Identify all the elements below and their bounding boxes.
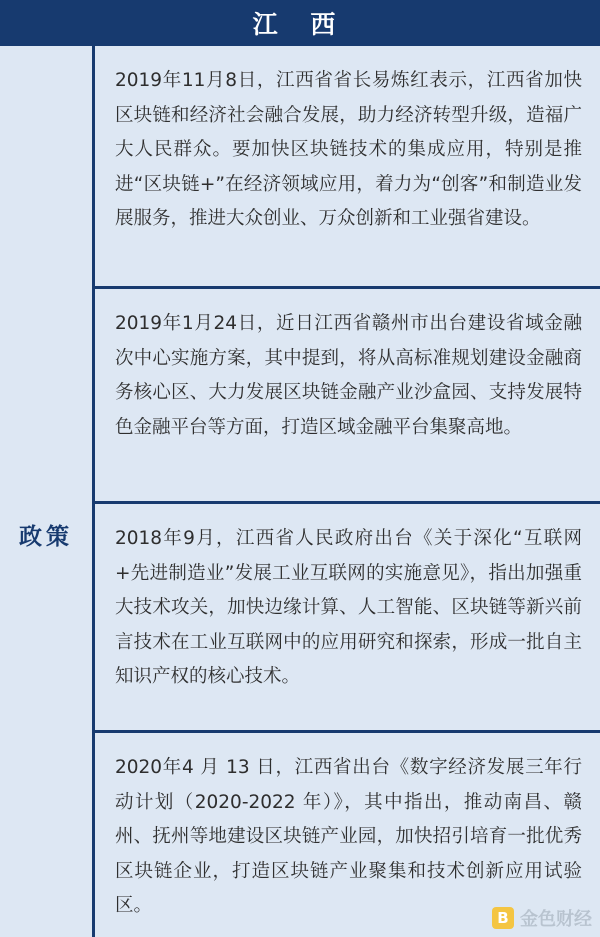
row-label: 政策 bbox=[19, 524, 73, 550]
watermark-logo-icon: B bbox=[492, 907, 514, 929]
policy-entry: 2020年4 月 13 日，江西省出台《数字经济发展三年行动计划（2020-2022 年）》，其中指出，推动南昌、赣州、抚州等地建设区块链产业园，加快招引培育一批优秀区块链企业，打造区块链产业聚集和技术创新应用试验区。 bbox=[95, 733, 600, 937]
watermark-text: 金色财经 bbox=[520, 909, 592, 930]
row-label-column bbox=[0, 46, 92, 937]
policy-entry: 2018年9月，江西省人民政府出台《关于深化“互联网+先进制造业”发展工业互联网的实施意见》，指出加强重大技术攻关，加快边缘计算、人工智能、区块链等新兴前言技术在工业互联网中的应用研究和探索，形成一批自主知识产权的核心技术。 bbox=[95, 504, 600, 730]
policy-entry: 2019年11月8日，江西省省长易炼红表示，江西省加快区块链和经济社会融合发展，助力经济转型升级，造福广大人民群众。要加快区块链技术的集成应用，特别是推进“区块链+”在经济领域应用，着力为“创客”和制造业发展服务，推进大众创业、万众创新和工业强省建设。 bbox=[95, 46, 600, 286]
policy-entry: 2019年1月24日，近日江西省赣州市出台建设省域金融次中心实施方案，其中提到，将从高标准规划建设金融商务核心区、大力发展区块链金融产业沙盒园、支持发展特色金融平台等方面，打造区域金融平台集聚高地。 bbox=[95, 289, 600, 501]
policy-content-column bbox=[92, 46, 600, 937]
province-title: 江 西 bbox=[0, 0, 600, 46]
watermark bbox=[492, 905, 592, 931]
